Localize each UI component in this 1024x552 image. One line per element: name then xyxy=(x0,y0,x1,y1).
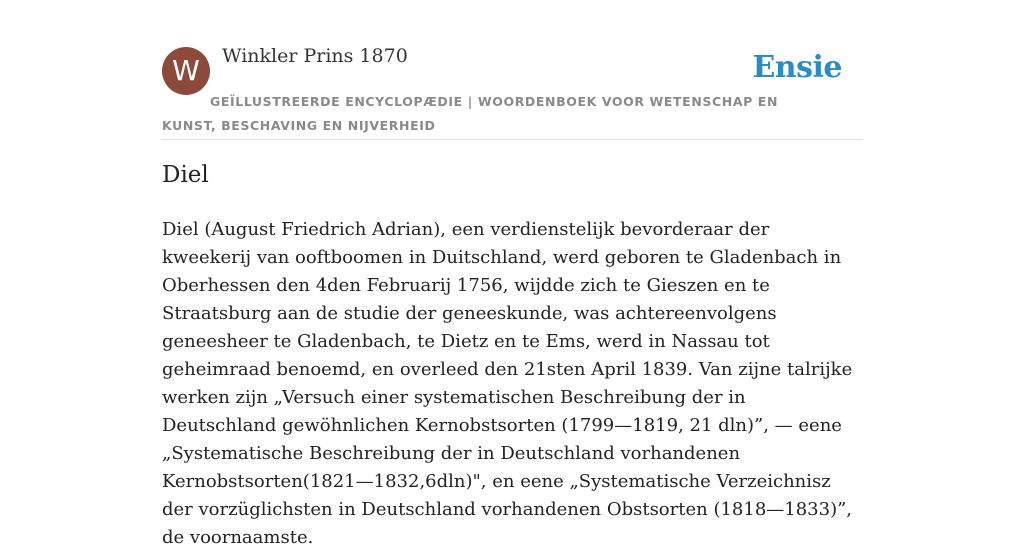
avatar[interactable]: W xyxy=(162,47,210,95)
entry-title: Diel xyxy=(162,162,209,188)
site-header xyxy=(162,0,862,140)
site-title[interactable]: Winkler Prins 1870 xyxy=(222,45,408,67)
site-subtitle: GEÏLLUSTREERDE ENCYCLOPÆDIE | WOORDENBOEK VOOR WETENSCHAP EN KUNST, BESCHAVING EN NIJVERHEID xyxy=(162,94,779,133)
main-container xyxy=(162,0,862,548)
entry-body: Diel (August Friedrich Adrian), een verdienstelijk bevorderaar der kweekerij van ooftboomen in Duitschland, werd geboren te Gladenbach in Oberhessen den 4den Februarij 1756, wijdde zich te Gieszen en te Straatsburg aan de studie der geneeskunde, was achtereenvolgens geneesheer te Gladenbach, te Dietz en te Ems, werd in Nassau tot geheimraad benoemd, en overleed den 21sten April 1839. Van zijne talrijke werken zijn „Versuch einer systematischen Beschreibung der in Deutschland gewöhnlichen Kernobstsorten (1799—1819, 21 dln)”, — eene „Systematische Beschreibung der in Deutschland vorhandenen Kernobstsorten(1821—1832,6dln)", en eene „Systematische Verzeichnisz der vorzüglichsten in Deutschland vorhandenen Obstsorten (1818—1833)”, de voornaamste. xyxy=(162,219,853,548)
brand-logo[interactable]: Ensie xyxy=(752,50,842,85)
